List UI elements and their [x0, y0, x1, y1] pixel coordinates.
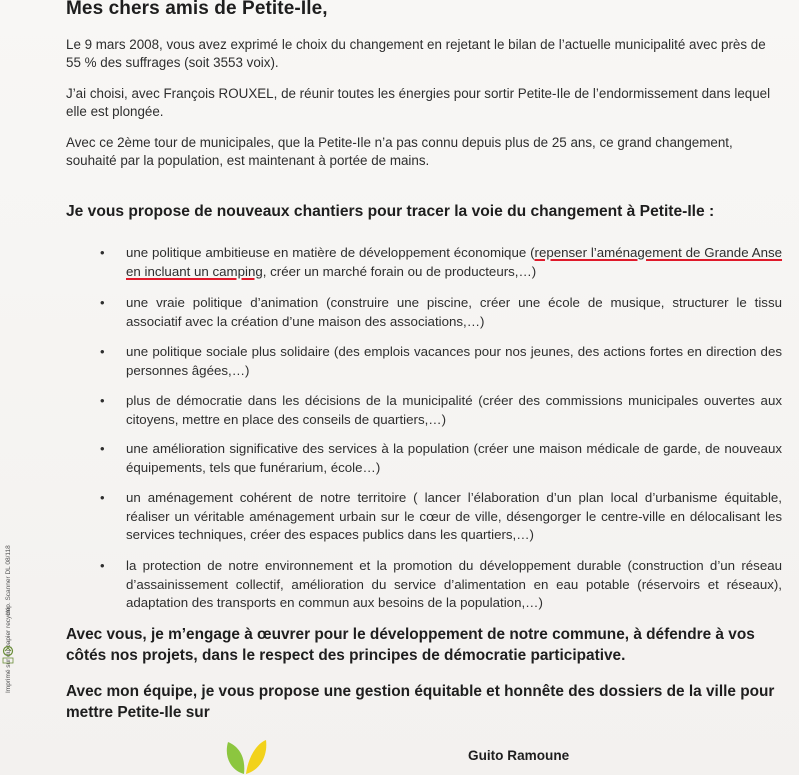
bullet-text-end: , créer un marché forain ou de producteurs,…) — [262, 263, 537, 279]
bullet-dot: • — [100, 558, 105, 573]
bullet-text: une politique sociale plus solidaire (des emplois vacances pour nos jeunes, des actions fortes en direction des personnes âgées,…) — [126, 344, 782, 378]
green-leaf-shape — [227, 742, 245, 774]
bullet-text: plus de démocratie dans les décisions de la municipalité (créer des commissions municipales ouvertes aux citoyens, mettre en place des conseils de quartiers,…) — [126, 393, 782, 427]
list-item — [100, 440, 782, 477]
bullet-dot: • — [100, 441, 105, 456]
recycle-label-box — [3, 658, 13, 663]
highlighted-proposal: repenser l’aménagement de Grande Anse en incluant un camping — [126, 245, 783, 279]
bullet-dot: • — [100, 490, 105, 505]
list-item — [100, 343, 782, 380]
bullet-text-start: une politique ambitieuse en matière de développement économique ( — [126, 245, 535, 260]
recycle-icon — [1, 645, 15, 665]
paragraph-second-round: Avec ce 2ème tour de municipales, que la Petite-Ile n’a pas connu depuis plus de 25 ans, ce grand changement, souhaité par la population, est maintenant à portée de mains. — [66, 135, 733, 168]
printer-mention — [4, 545, 18, 695]
bullet-text: une amélioration significative des services à la population (créer une maison médicale de garde, de nouveaux équipements, tels que funérarium, école…) — [126, 441, 782, 475]
paragraph-election-result: Le 9 mars 2008, vous avez exprimé le choix du changement en rejetant le bilan de l’actuelle municipalité avec près de 55 % des suffrages (soit 3553 voix). — [66, 37, 766, 70]
list-item — [100, 489, 782, 545]
list-item — [100, 557, 782, 613]
yellow-leaf-shape — [246, 740, 266, 774]
list-item — [100, 244, 782, 281]
bullet-text: une vraie politique d’animation (construire une piscine, créer une école de musique, structurer le tissu associatif avec la création d’une maison des associations,…) — [126, 295, 782, 329]
printer-line: Imp. Scanner DL 08/118 — [5, 545, 12, 615]
leaf-logo-icon — [222, 736, 268, 775]
bullet-text — [126, 244, 782, 281]
bullet-dot: • — [100, 344, 105, 359]
bullet-text: la protection de notre environnement et la promotion du développement durable (construction d’un réseau d’assainissement collectif, amélioration du service d’alimentation en eau potable (réservoirs et réseaux), adaptation des transports en commun aux besoins de la population,…) — [126, 558, 782, 610]
bullet-text: un aménagement cohérent de notre territoire ( lancer l’élaboration d’un plan local d’urbanisme équitable, réaliser un véritable aménagement urbain sur le cœur de ville, désengorger le centre-ville en délocalisant les services techniques, créer des espaces publics dans les quartiers,…) — [126, 490, 782, 542]
list-item — [100, 392, 782, 429]
bullet-dot: • — [100, 245, 105, 260]
letter-title: Mes chers amis de Petite-Ile, — [66, 0, 328, 19]
list-item — [100, 294, 782, 331]
bullet-dot: • — [100, 295, 105, 310]
paragraph-alliance: J’ai choisi, avec François ROUXEL, de réunir toutes les énergies pour sortir Petite-Ile de l’endormissement dans lequel elle est plongée. — [66, 86, 771, 119]
proposals-heading: Je vous propose de nouveaux chantiers pour tracer la voie du changement à Petite-Ile : — [66, 203, 715, 220]
closing-team: Avec mon équipe, je vous propose une gestion équitable et honnête des dossiers de la ville pour mettre Petite-Ile sur — [66, 683, 775, 721]
recycled-paper-line: Imprimé sur du papier recyclé — [5, 607, 12, 693]
bullet-dot: • — [100, 393, 105, 408]
signature-name: Guito Ramoune — [468, 748, 570, 763]
closing-commitment: Avec vous, je m’engage à œuvrer pour le développement de notre commune, à défendre à vos côtés nos projets, dans le respect des principes de démocratie participative. — [66, 626, 755, 664]
recycle-arrow — [5, 648, 11, 651]
